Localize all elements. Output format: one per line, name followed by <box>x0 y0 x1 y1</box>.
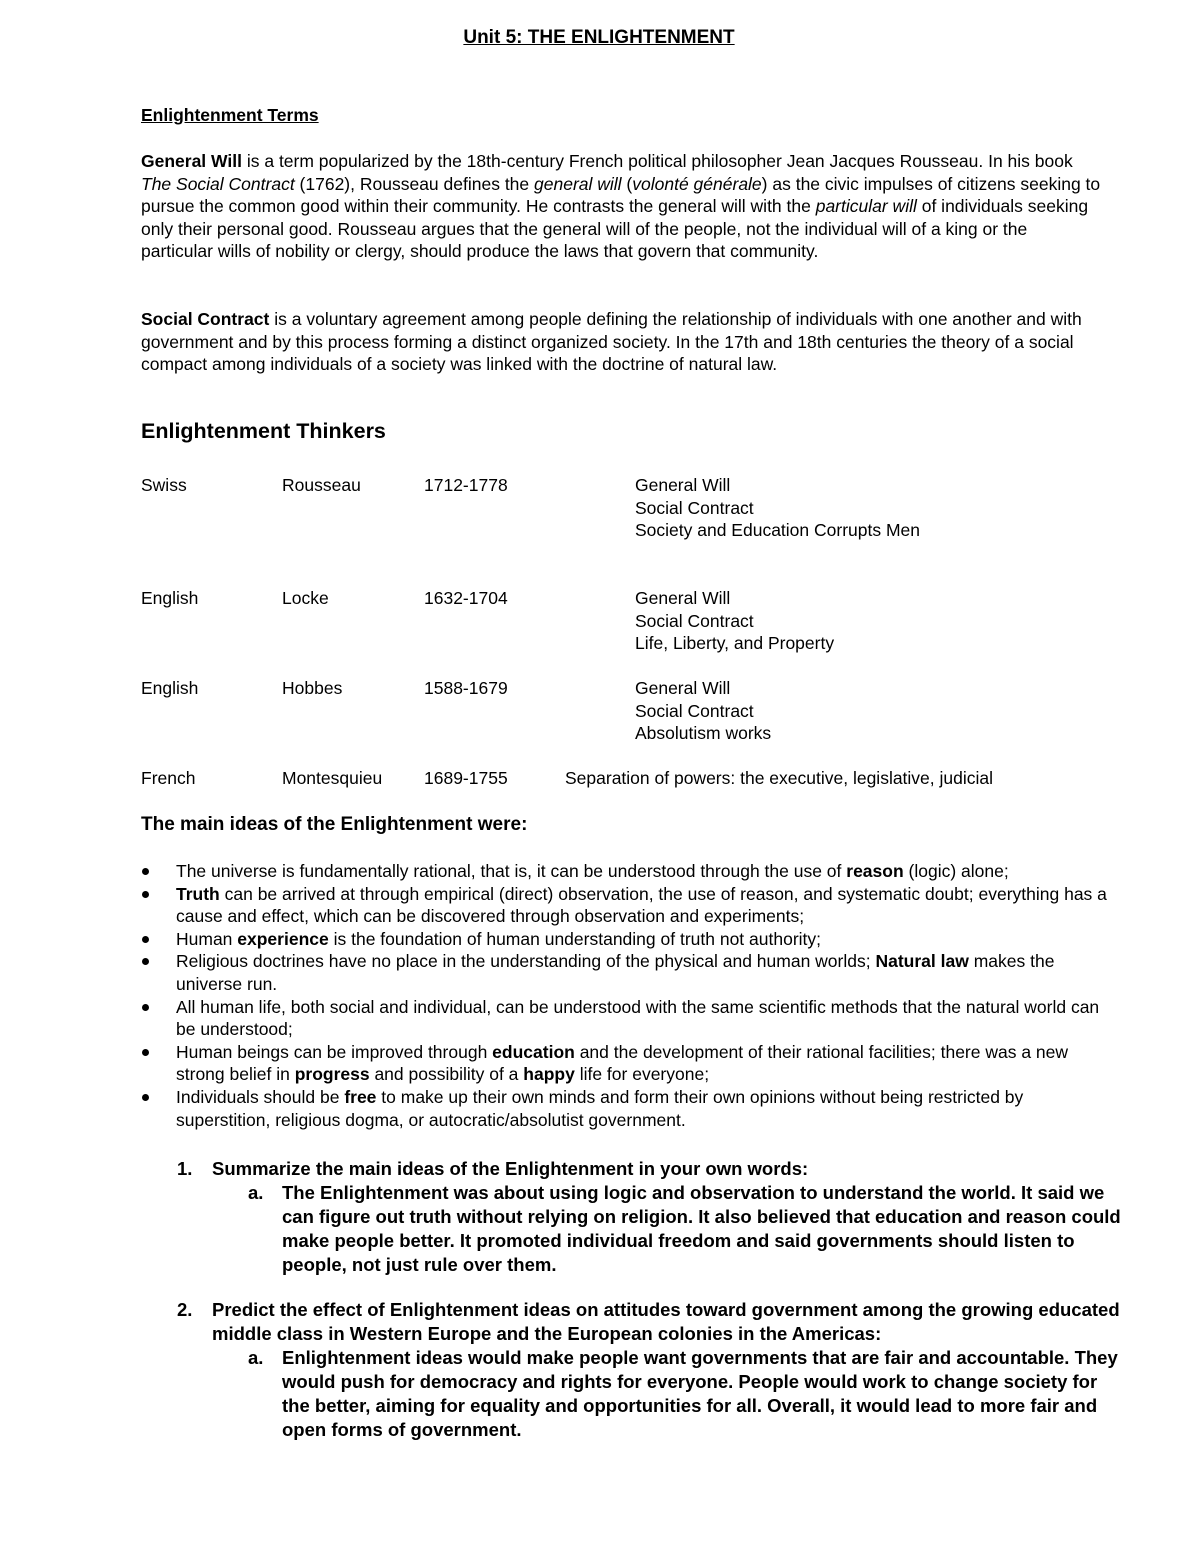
bullet-icon <box>142 936 149 943</box>
thinker-nationality: English <box>141 678 199 698</box>
question-number: 2. <box>177 1299 193 1320</box>
answer-label: a. <box>248 1347 264 1368</box>
answer-label: a. <box>248 1182 264 1203</box>
thinker-nationality: English <box>141 588 199 608</box>
question: 2. Predict the effect of Enlightenment ideas on attitudes toward government among the growing educated middle class in Western Europe and the European colonies in the Americas: <box>177 1299 1120 1344</box>
thinker-name: Locke <box>282 588 329 608</box>
question-block <box>141 1298 1121 1442</box>
thinker-ideas: General Will Social Contract Life, Liberty, and Property <box>635 588 835 654</box>
bullet-icon <box>142 1094 149 1101</box>
answer: a. The Enlightenment was about using logic and observation to understand the world. It said we can figure out truth without relying on religion. It also believed that education and reason could make people better. It promoted individual freedom and said governments should listen to people, not just rule over them. <box>248 1182 1121 1275</box>
question: 1. Summarize the main ideas of the Enlightenment in your own words: <box>177 1158 809 1179</box>
list-item: All human life, both social and individual, can be understood with the same scientific methods that the natural world can be understood; <box>141 996 1121 1041</box>
thinker-ideas: Separation of powers: the executive, legislative, judicial <box>565 768 994 788</box>
terms-heading: Enlightenment Terms <box>141 105 319 125</box>
main-ideas-list <box>141 860 1121 1131</box>
question-block <box>141 1157 1121 1277</box>
list-item: The universe is fundamentally rational, that is, it can be understood through the use of reason (logic) alone; <box>141 860 1121 883</box>
social-contract-paragraph: Social Contract is a voluntary agreement among people defining the relationship of individuals with one another and with government and by this process forming a distinct organized society. In the 17th and 18th centuries the theory of a social compact among individuals of a society was linked with the doctrine of natural law. <box>141 309 1082 375</box>
bullet-icon <box>142 891 149 898</box>
term-general-will: General Will <box>141 151 242 171</box>
thinker-nationality: French <box>141 768 196 788</box>
thinker-name: Rousseau <box>282 475 361 495</box>
bullet-icon <box>142 1049 149 1056</box>
main-ideas-heading: The main ideas of the Enlightenment were: <box>141 814 528 835</box>
answer: a. Enlightenment ideas would make people want governments that are fair and accountable. They would push for democracy and rights for everyone. People would work to change society for the better, aiming for equality and opportunities for all. Overall, it would lead to more fair and open forms of government. <box>248 1347 1118 1440</box>
bullet-icon <box>142 868 149 875</box>
list-item: Religious doctrines have no place in the understanding of the physical and human worlds; Natural law makes the universe run. <box>141 950 1121 995</box>
bullet-icon <box>142 958 149 965</box>
thinker-ideas: General Will Social Contract Absolutism works <box>635 678 772 744</box>
thinker-name: Hobbes <box>282 678 343 698</box>
book-title: The Social Contract <box>141 173 295 194</box>
thinkers-heading: Enlightenment Thinkers <box>141 419 386 443</box>
general-will-paragraph: General Will is a term popularized by the 18th-century French political philosopher Jean Jacques Rousseau. In his book The Social Contract (1762), Rousseau defines the general will (volonté générale) as the civic impulses of citizens seeking to pursue the common good within their community. He contrasts the general will with the particular will of individuals seeking only their personal good. Rousseau argues that the general will of the people, not the individual will of a king or the particular wills of nobility or clergy, should produce the laws that govern that community. <box>141 151 1101 262</box>
thinker-name: Montesquieu <box>282 768 383 788</box>
page-title: Unit 5: THE ENLIGHTENMENT <box>463 27 735 48</box>
thinker-years: 1689-1755 <box>424 768 508 788</box>
thinker-years: 1632-1704 <box>424 588 508 608</box>
list-item: Individuals should be free to make up their own minds and form their own opinions without being restricted by superstition, religious dogma, or autocratic/absolutist government. <box>141 1086 1121 1131</box>
list-item: Truth can be arrived at through empirical (direct) observation, the use of reason, and systematic doubt; everything has a cause and effect, which can be discovered through observation and experiments; <box>141 883 1121 928</box>
thinker-nationality: Swiss <box>141 475 187 495</box>
question-number: 1. <box>177 1158 193 1179</box>
bullet-icon <box>142 1004 149 1011</box>
thinker-years: 1588-1679 <box>424 678 508 698</box>
term-social-contract: Social Contract <box>141 309 270 329</box>
list-item: Human beings can be improved through education and the development of their rational facilities; there was a new strong belief in progress and possibility of a happy life for everyone; <box>141 1041 1121 1086</box>
thinker-ideas: General Will Social Contract Society and Education Corrupts Men <box>635 475 921 541</box>
list-item: Human experience is the foundation of human understanding of truth not authority; <box>141 928 1121 951</box>
thinker-years: 1712-1778 <box>424 475 508 495</box>
